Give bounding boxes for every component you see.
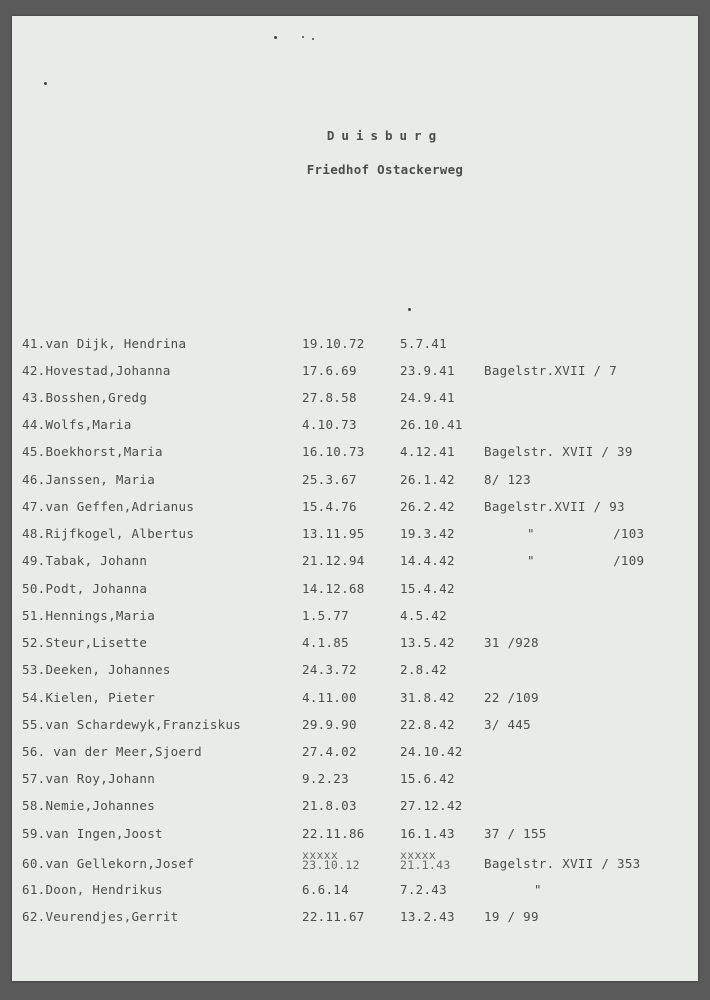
entry-birth-date: 22.11.67 — [302, 909, 365, 924]
entry-death-date: 14.4.42 — [400, 553, 455, 568]
entry-name: 58.Nemie,Johannes — [22, 798, 156, 813]
entry-grave-location: Bagelstr. XVII / 39 — [484, 444, 633, 459]
entry-death-date — [400, 850, 451, 870]
entry-name: 59.van Ingen,Joost — [22, 826, 163, 841]
entry-death-date: 26.1.42 — [400, 472, 455, 487]
entry-name: 44.Wolfs,Maria — [22, 417, 132, 432]
paper-speck — [274, 36, 277, 39]
entry-birth-date: 4.1.85 — [302, 635, 349, 650]
list-item — [12, 744, 698, 764]
corrected-birth-text: 23.10.12 — [302, 858, 360, 872]
entry-name: 45.Boekhorst,Maria — [22, 444, 163, 459]
entry-death-date: 22.8.42 — [400, 717, 455, 732]
entry-name: 56. van der Meer,Sjoerd — [22, 744, 202, 759]
entry-birth-date — [302, 850, 360, 870]
entry-name: 48.Rijfkogel, Albertus — [22, 526, 195, 541]
entry-grave-location: " — [534, 882, 542, 897]
entry-death-date: 23.9.41 — [400, 363, 455, 378]
entry-death-date: 15.4.42 — [400, 581, 455, 596]
entry-death-date: 27.12.42 — [400, 798, 463, 813]
entry-birth-date: 15.4.76 — [302, 499, 357, 514]
entry-birth-date: 27.8.58 — [302, 390, 357, 405]
list-item — [12, 526, 698, 546]
entry-name: 60.van Gellekorn,Josef — [22, 856, 195, 871]
entry-name: 41.van Dijk, Hendrina — [22, 336, 187, 351]
entry-death-date: 15.6.42 — [400, 771, 455, 786]
list-item — [12, 363, 698, 383]
list-item — [12, 581, 698, 601]
entry-name: 50.Podt, Johanna — [22, 581, 148, 596]
entry-death-date: 4.5.42 — [400, 608, 447, 623]
list-item — [12, 882, 698, 902]
entry-birth-date: 9.2.23 — [302, 771, 349, 786]
list-item — [12, 826, 698, 846]
entry-birth-date: 16.10.73 — [302, 444, 365, 459]
list-item — [12, 635, 698, 655]
entry-birth-date: 21.12.94 — [302, 553, 365, 568]
entry-birth-date: 29.9.90 — [302, 717, 357, 732]
entry-name: 57.van Roy,Johann — [22, 771, 156, 786]
entry-birth-date: 6.6.14 — [302, 882, 349, 897]
entry-death-date: 13.2.43 — [400, 909, 455, 924]
entry-grave-location: 22 /109 — [484, 690, 539, 705]
list-item — [12, 608, 698, 628]
paper-speck — [44, 82, 47, 85]
entry-death-date: 13.5.42 — [400, 635, 455, 650]
entry-death-date: 24.9.41 — [400, 390, 455, 405]
entry-death-date: 31.8.42 — [400, 690, 455, 705]
entry-birth-date: 24.3.72 — [302, 662, 357, 677]
entry-birth-date: 27.4.02 — [302, 744, 357, 759]
entry-grave-location: " /109 — [527, 553, 645, 568]
entry-birth-date: 14.12.68 — [302, 581, 365, 596]
cemetery-heading: Friedhof Ostackerweg — [306, 162, 464, 177]
entry-death-date: 19.3.42 — [400, 526, 455, 541]
document-page — [12, 16, 698, 981]
entry-death-date: 5.7.41 — [400, 336, 447, 351]
entry-name: 55.van Schardewyk,Franziskus — [22, 717, 242, 732]
entry-grave-location: Bagelstr.XVII / 7 — [484, 363, 618, 378]
city-heading: Duisburg — [326, 128, 444, 143]
entry-name: 49.Tabak, Johann — [22, 553, 148, 568]
entry-grave-location: 31 /928 — [484, 635, 539, 650]
list-item — [12, 499, 698, 519]
entry-grave-location: 8/ 123 — [484, 472, 531, 487]
paper-speck — [408, 308, 411, 311]
list-item — [12, 717, 698, 737]
entry-grave-location: 19 / 99 — [484, 909, 539, 924]
entry-name: 42.Hovestad,Johanna — [22, 363, 171, 378]
list-item — [12, 553, 698, 573]
entry-grave-location: Bagelstr. XVII / 353 — [484, 856, 641, 871]
list-item — [12, 390, 698, 410]
entry-birth-date: 4.10.73 — [302, 417, 357, 432]
entry-grave-location: 37 / 155 — [484, 826, 547, 841]
entry-name: 46.Janssen, Maria — [22, 472, 156, 487]
corrected-death-text: 21.1.43 — [400, 858, 451, 872]
entry-name: 62.Veurendjes,Gerrit — [22, 909, 179, 924]
entry-name: 53.Deeken, Johannes — [22, 662, 171, 677]
list-item — [12, 662, 698, 682]
list-item — [12, 444, 698, 464]
entry-birth-date: 4.11.00 — [302, 690, 357, 705]
entry-death-date: 16.1.43 — [400, 826, 455, 841]
list-item — [12, 848, 698, 876]
entry-death-date: 4.12.41 — [400, 444, 455, 459]
entry-name: 54.Kielen, Pieter — [22, 690, 156, 705]
list-item — [12, 472, 698, 492]
entry-birth-date: 1.5.77 — [302, 608, 349, 623]
list-item — [12, 798, 698, 818]
list-item — [12, 690, 698, 710]
entry-name: 52.Steur,Lisette — [22, 635, 148, 650]
entry-birth-date: 21.8.03 — [302, 798, 357, 813]
entry-grave-location: " /103 — [527, 526, 645, 541]
list-item — [12, 417, 698, 437]
struck-birth-text: xxxxx — [302, 848, 339, 862]
entry-death-date: 26.10.41 — [400, 417, 463, 432]
list-item — [12, 909, 698, 929]
entry-grave-location: 3/ 445 — [484, 717, 531, 732]
entry-birth-date: 19.10.72 — [302, 336, 365, 351]
entry-death-date: 2.8.42 — [400, 662, 447, 677]
entry-death-date: 7.2.43 — [400, 882, 447, 897]
struck-death-text: xxxxx — [400, 848, 437, 862]
entry-death-date: 24.10.42 — [400, 744, 463, 759]
paper-speck — [312, 38, 314, 40]
entry-birth-date: 22.11.86 — [302, 826, 365, 841]
entry-birth-date: 13.11.95 — [302, 526, 365, 541]
entry-death-date: 26.2.42 — [400, 499, 455, 514]
paper-speck — [302, 36, 304, 38]
entry-birth-date: 25.3.67 — [302, 472, 357, 487]
entry-grave-location: Bagelstr.XVII / 93 — [484, 499, 625, 514]
entry-name: 47.van Geffen,Adrianus — [22, 499, 195, 514]
list-item — [12, 336, 698, 356]
entry-name: 51.Hennings,Maria — [22, 608, 156, 623]
entry-birth-date: 17.6.69 — [302, 363, 357, 378]
entry-name: 43.Bosshen,Gredg — [22, 390, 148, 405]
list-item — [12, 771, 698, 791]
entry-name: 61.Doon, Hendrikus — [22, 882, 163, 897]
